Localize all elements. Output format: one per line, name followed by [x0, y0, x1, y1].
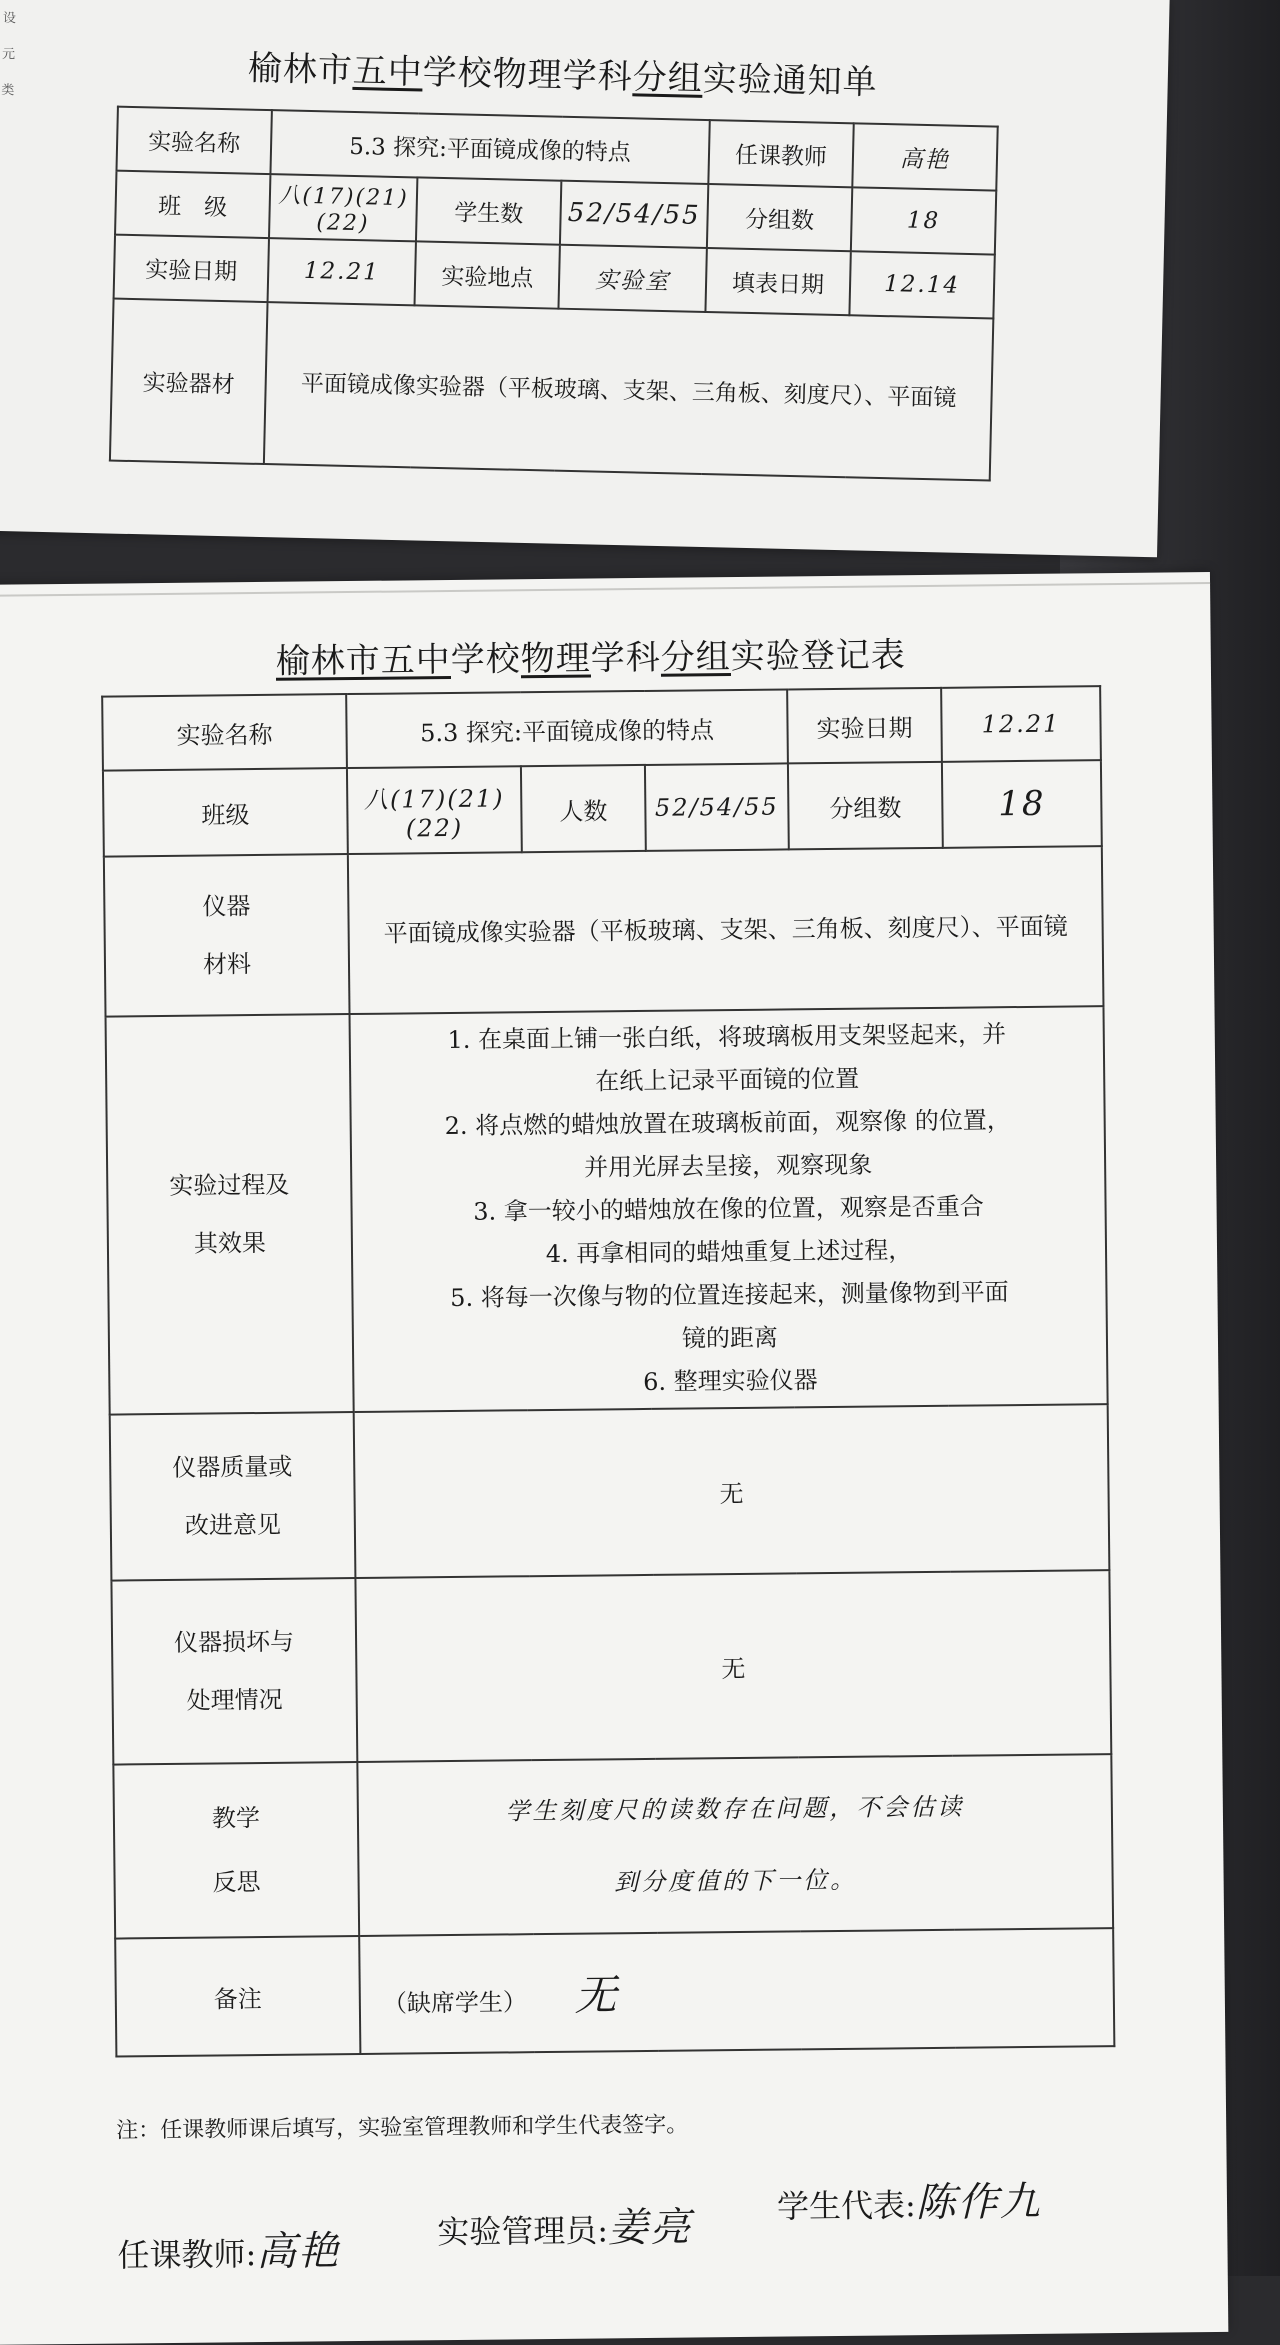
step-line: 并用光屏去呈接，观察现象	[583, 1150, 873, 1182]
title-part: 榆林市	[275, 640, 382, 682]
students-label: 学生数	[416, 177, 561, 244]
title-part: 物理	[520, 638, 592, 680]
notes-cell	[359, 1928, 1114, 2054]
reflection-label-line: 反思	[212, 1868, 261, 1897]
quality-label	[110, 1412, 356, 1581]
reflection-value	[357, 1754, 1113, 1936]
title-part: 五中	[352, 50, 424, 93]
title-part: 学科	[590, 637, 662, 679]
title-part: 实验通知单	[702, 58, 879, 103]
student-signature	[777, 2170, 1042, 2230]
materials-label: 实验器材	[110, 299, 268, 464]
reflection-line: 学生刻度尺的读数存在问题，不会估读	[505, 1792, 965, 1826]
date-label: 实验日期	[787, 688, 942, 764]
date-value: 12.21	[268, 238, 417, 305]
step-line: 在纸上记录平面镜的位置	[595, 1064, 860, 1095]
fold-line	[0, 582, 1210, 597]
quality-value: 无	[354, 1404, 1110, 1578]
title-part: 分组	[632, 57, 704, 99]
admin-sign-label: 实验管理员:	[437, 2211, 609, 2252]
date-label: 实验日期	[114, 235, 269, 302]
title-part: 榆林市	[247, 48, 354, 91]
signature-row	[117, 2163, 1168, 2294]
notice-table	[109, 106, 999, 482]
fill-date-label: 填表日期	[705, 248, 850, 315]
title-part: 学校	[450, 639, 522, 680]
edge-mark: 类	[1, 82, 15, 99]
class-label: 班 级	[115, 171, 270, 238]
fill-date-value: 12.14	[849, 251, 994, 318]
process-label-line: 实验过程及	[169, 1170, 290, 1200]
student-sign-label: 学生代表:	[776, 2186, 917, 2226]
title-part: 五中	[380, 639, 452, 681]
step-line: 2. 将点燃的蜡烛放置在玻璃板前面，观察像 的位置，	[444, 1105, 1011, 1140]
materials-value: 平面镜成像实验器（平板玻璃、支架、三角板、刻度尺）、平面镜	[264, 302, 993, 480]
edge-mark: 设	[2, 10, 17, 27]
process-steps	[350, 1006, 1108, 1412]
materials-label-line: 仪器	[202, 892, 251, 921]
groups-value: 18	[851, 187, 996, 254]
teacher-value: 高艳	[852, 123, 997, 190]
footnote: 注：任课教师课后填写，实验室管理教师和学生代表签字。	[116, 2112, 689, 2144]
class-label: 班级	[103, 768, 348, 857]
step-line: 3. 拿一较小的蜡烛放在像的位置，观察是否重合	[473, 1191, 984, 1226]
class-value: 八(17)(21)(22)	[347, 766, 522, 854]
title-part: 分组	[660, 637, 732, 678]
materials-label-line: 材料	[202, 950, 252, 979]
name-value: 5.3 探究:平面镜成像的特点	[270, 110, 709, 184]
notes-label: 备注	[115, 1936, 360, 2057]
quality-label-line: 仪器质量或	[172, 1452, 293, 1482]
notice-title	[0, 34, 1168, 110]
date-value: 12.21	[941, 686, 1101, 762]
admin-signature	[437, 2196, 692, 2256]
damage-label-line: 处理情况	[186, 1685, 283, 1715]
class-value: 八(17)(21)(22)	[269, 174, 418, 241]
name-label: 实验名称	[102, 694, 347, 771]
notice-sheet	[0, 0, 1170, 557]
admin-sign-value: 姜亮	[607, 2204, 693, 2252]
name-label: 实验名称	[116, 107, 271, 174]
process-label	[106, 1014, 354, 1415]
notes-prefix: （缺席学生）	[382, 1988, 528, 2018]
edge-mark: 元	[1, 46, 16, 63]
register-sheet	[0, 572, 1228, 2345]
damage-label	[111, 1578, 357, 1765]
people-value: 52/54/55	[645, 763, 789, 850]
place-label: 实验地点	[415, 241, 560, 308]
title-part: 实验登记表	[730, 635, 906, 678]
teacher-sign-label: 任课教师:	[117, 2235, 257, 2275]
step-line: 镜的距离	[681, 1323, 779, 1353]
register-table	[101, 685, 1115, 2057]
name-value: 5.3 探究:平面镜成像的特点	[346, 689, 788, 768]
materials-label	[104, 854, 350, 1017]
damage-value: 无	[355, 1570, 1111, 1762]
step-line: 6. 整理实验仪器	[642, 1365, 818, 1396]
reflection-line: 到分度值的下一位。	[613, 1865, 858, 1897]
step-line: 1. 在桌面上铺一张白纸，将玻璃板用支架竖起来，并	[447, 1019, 1007, 1054]
place-value: 实验室	[559, 245, 707, 312]
groups-label: 分组数	[788, 762, 943, 850]
teacher-label: 任课教师	[708, 120, 853, 187]
teacher-sign-value: 高艳	[256, 2228, 341, 2276]
register-title	[0, 624, 1211, 686]
quality-label-line: 改进意见	[184, 1510, 282, 1540]
step-line: 5. 将每一次像与物的位置连接起来，测量像物到平面	[450, 1277, 1009, 1312]
groups-value: 18	[942, 760, 1102, 848]
title-part: 学校物理学科	[422, 52, 634, 98]
groups-label: 分组数	[707, 184, 852, 251]
student-sign-value: 陈作九	[915, 2178, 1043, 2227]
materials-value: 平面镜成像实验器（平板玻璃、支架、三角板、刻度尺）、平面镜	[348, 846, 1104, 1014]
step-line: 4. 再拿相同的蜡烛重复上述过程，	[545, 1235, 913, 1268]
notes-value: 无	[574, 1970, 619, 2020]
teacher-signature	[117, 2219, 340, 2278]
process-label-line: 其效果	[193, 1228, 267, 1258]
damage-label-line: 仪器损坏与	[173, 1627, 295, 1657]
reflection-label-line: 教学	[211, 1804, 261, 1833]
people-label: 人数	[521, 765, 646, 852]
students-value: 52/54/55	[560, 181, 708, 248]
reflection-label	[113, 1762, 359, 1939]
